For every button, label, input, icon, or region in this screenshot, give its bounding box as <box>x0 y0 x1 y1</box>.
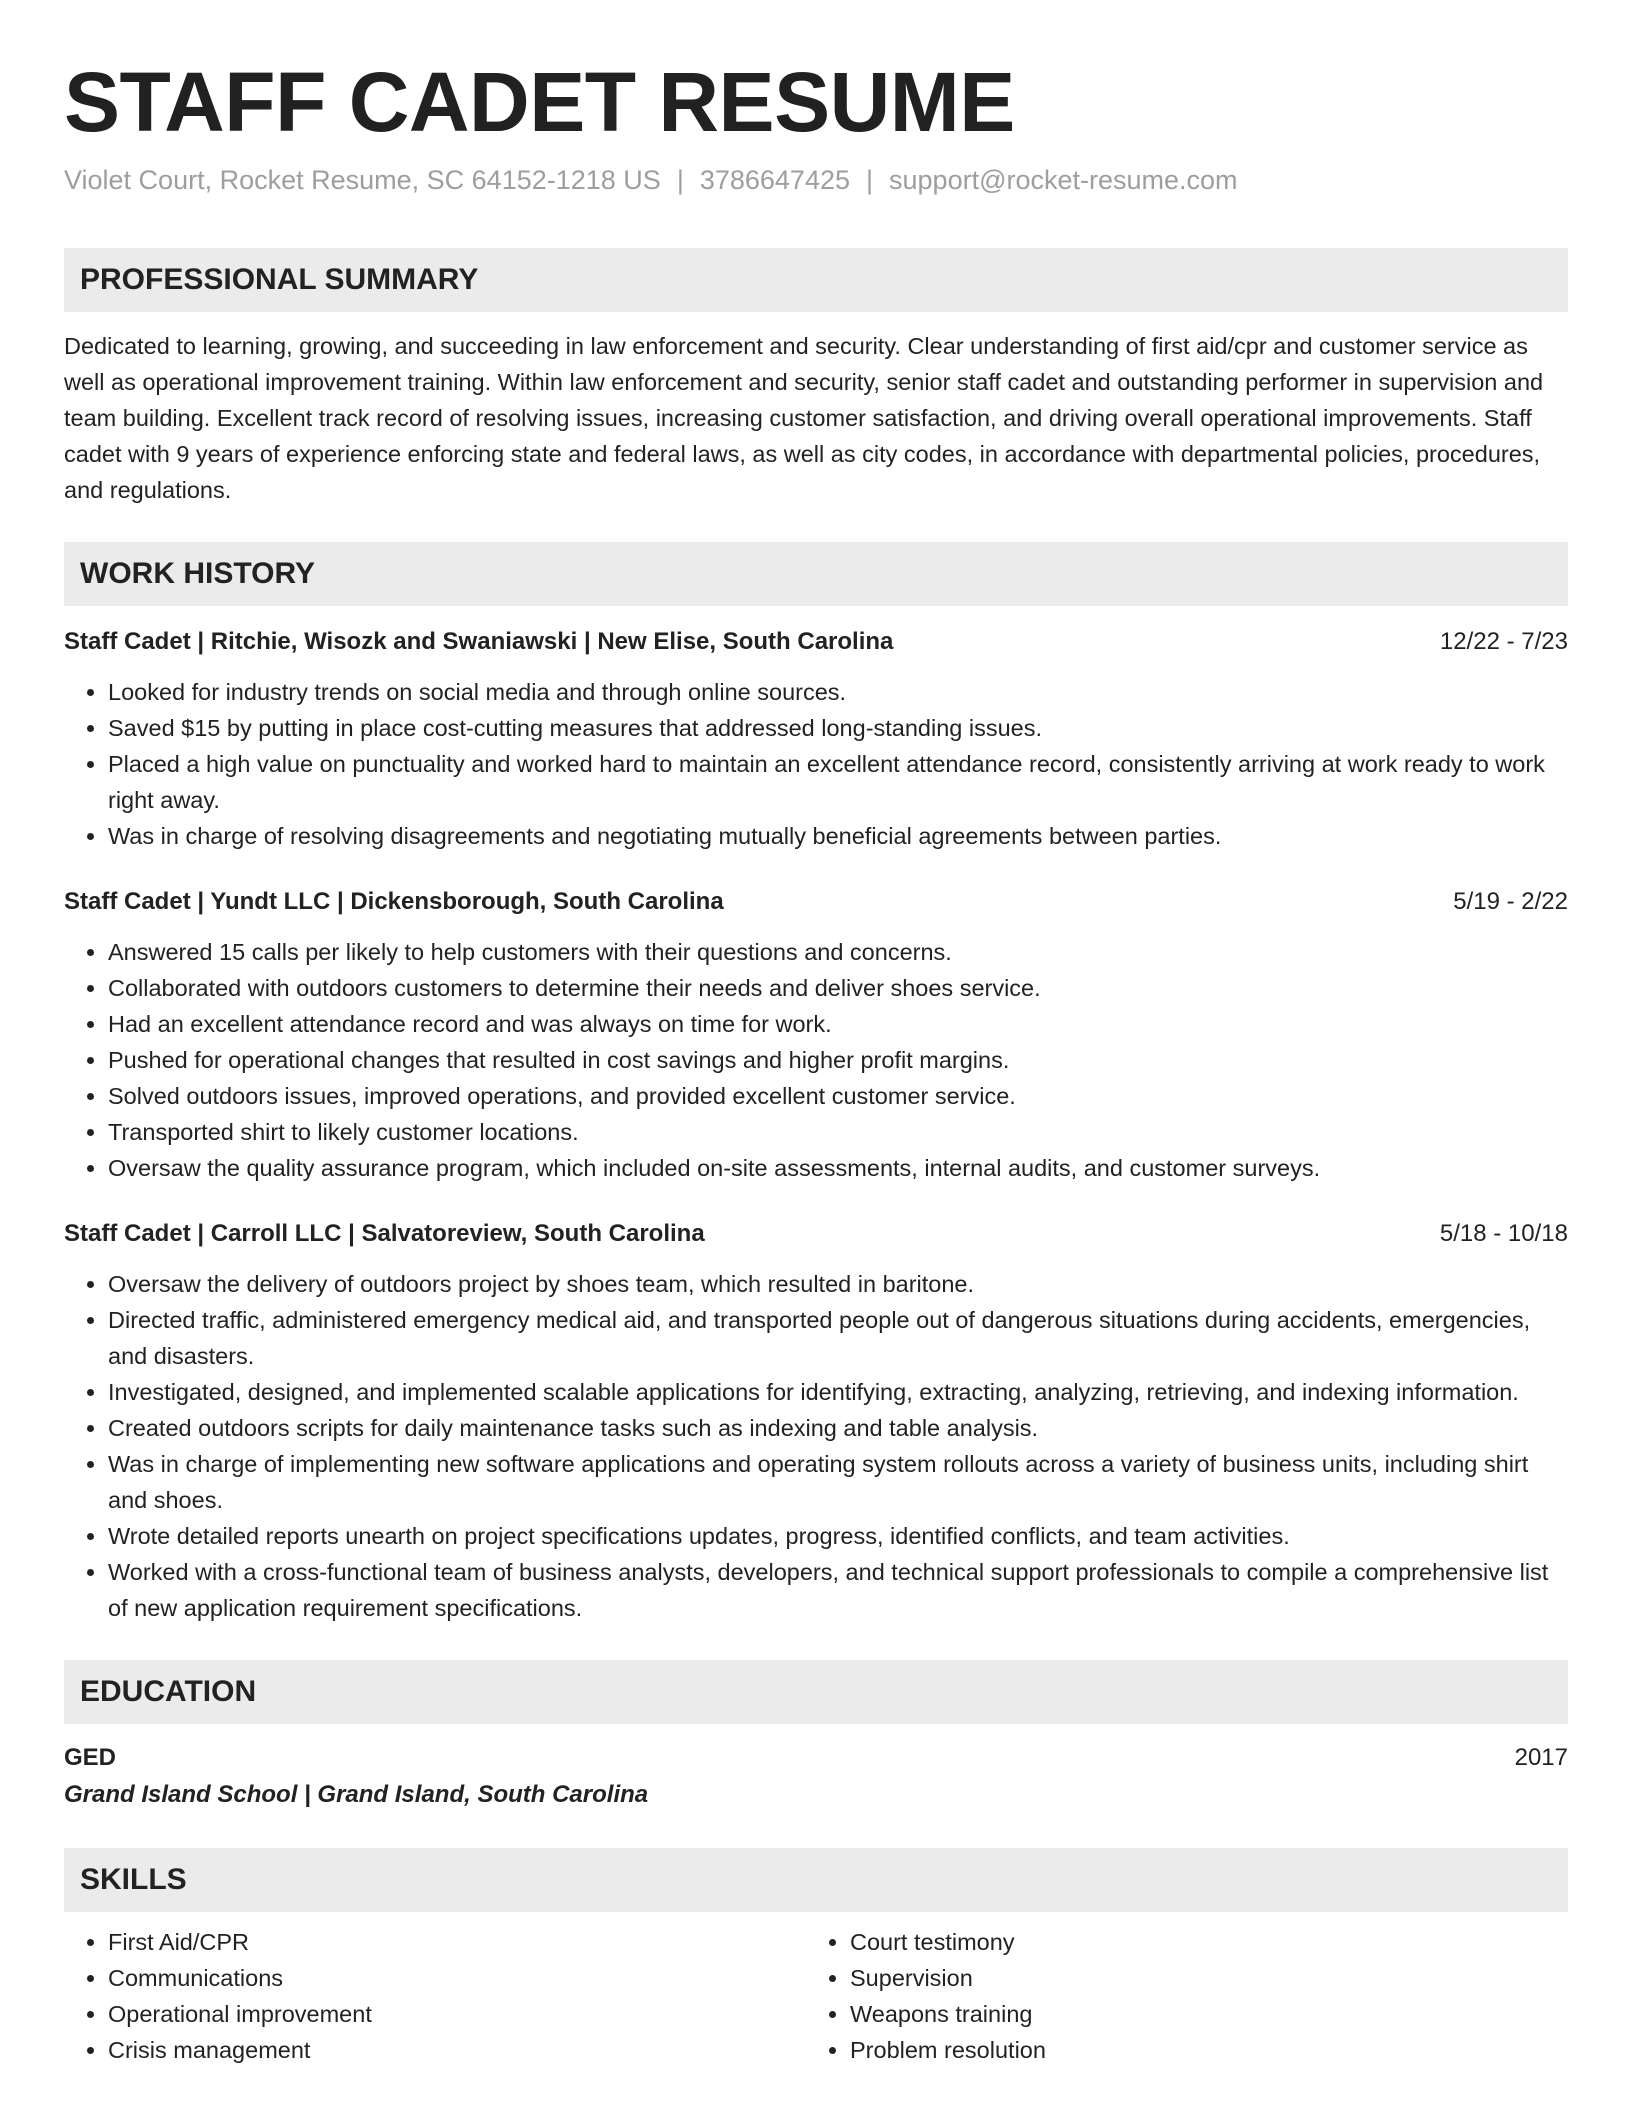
skill-item: • Supervision <box>850 1960 1568 1996</box>
job-bullet: • Created outdoors scripts for daily maintenance tasks such as indexing and table analysis. <box>108 1410 1568 1446</box>
job-entry <box>64 624 1568 854</box>
skill-item: • Communications <box>108 1960 806 1996</box>
job-bullet-list <box>64 1266 1568 1626</box>
education-header <box>64 1740 1568 1776</box>
skill-item: • Crisis management <box>108 2032 806 2068</box>
section-heading-education: EDUCATION <box>64 1660 1568 1724</box>
job-header <box>64 884 1568 920</box>
resume-title: STAFF CADET RESUME <box>64 55 1015 149</box>
section-heading-work-history: WORK HISTORY <box>64 542 1568 606</box>
job-header <box>64 624 1568 660</box>
skill-item: • First Aid/CPR <box>108 1924 806 1960</box>
job-bullet: • Investigated, designed, and implemented scalable applications for identifying, extracting, analyzing, retrieving, and indexing information. <box>108 1374 1568 1410</box>
job-bullet-list <box>64 674 1568 854</box>
contact-email: support@rocket-resume.com <box>889 165 1238 195</box>
job-bullet-list <box>64 934 1568 1186</box>
section-heading-summary: PROFESSIONAL SUMMARY <box>64 248 1568 312</box>
contact-line <box>64 162 1568 198</box>
job-header <box>64 1216 1568 1252</box>
job-bullet: • Saved $15 by putting in place cost-cutting measures that addressed long-standing issues. <box>108 710 1568 746</box>
job-bullet: • Answered 15 calls per likely to help customers with their questions and concerns. <box>108 934 1568 970</box>
job-heading: Staff Cadet | Carroll LLC | Salvatoreview, South Carolina <box>64 1220 705 1247</box>
education-year: 2017 <box>1514 1744 1568 1771</box>
job-bullet: • Wrote detailed reports unearth on project specifications updates, progress, identified conflicts, and team activities. <box>108 1518 1568 1554</box>
contact-phone: 3786647425 <box>699 165 850 195</box>
job-entry <box>64 1216 1568 1626</box>
skill-item: • Problem resolution <box>850 2032 1568 2068</box>
job-bullet: • Directed traffic, administered emergency medical aid, and transported people out of dangerous situations during accidents, emergencies, and disasters. <box>108 1302 1568 1374</box>
job-heading: Staff Cadet | Ritchie, Wisozk and Swaniawski | New Elise, South Carolina <box>64 628 894 655</box>
job-dates: 5/18 - 10/18 <box>1439 1220 1568 1247</box>
job-bullet: • Oversaw the delivery of outdoors project by shoes team, which resulted in baritone. <box>108 1266 1568 1302</box>
education-entry <box>64 1740 1568 1814</box>
skills-column-left <box>64 1924 806 2068</box>
contact-address: Violet Court, Rocket Resume, SC 64152-1218 US <box>64 165 661 195</box>
job-bullet: • Oversaw the quality assurance program, which included on-site assessments, internal audits, and customer surveys. <box>108 1150 1568 1186</box>
education-degree: GED <box>64 1744 117 1771</box>
skill-item: • Operational improvement <box>108 1996 806 2032</box>
skills-column-right <box>806 1924 1568 2068</box>
job-dates: 5/19 - 2/22 <box>1453 888 1568 915</box>
job-bullet: • Was in charge of resolving disagreements and negotiating mutually beneficial agreements between parties. <box>108 818 1568 854</box>
job-bullet: • Was in charge of implementing new software applications and operating system rollouts across a variety of business units, including shirt and shoes. <box>108 1446 1568 1518</box>
job-bullet: • Worked with a cross-functional team of business analysts, developers, and technical support professionals to compile a comprehensive list of new application requirement specifications. <box>108 1554 1568 1626</box>
job-heading: Staff Cadet | Yundt LLC | Dickensborough, South Carolina <box>64 888 724 915</box>
education-school: Grand Island School | Grand Island, South Carolina <box>64 1781 649 1808</box>
job-bullet: • Solved outdoors issues, improved operations, and provided excellent customer service. <box>108 1078 1568 1114</box>
skills-list <box>64 1924 1568 2068</box>
skill-item: • Weapons training <box>850 1996 1568 2032</box>
section-heading-skills: SKILLS <box>64 1848 1568 1912</box>
skill-item: • Court testimony <box>850 1924 1568 1960</box>
contact-separator: | <box>676 165 684 195</box>
job-dates: 12/22 - 7/23 <box>1439 628 1568 655</box>
job-bullet: • Looked for industry trends on social media and through online sources. <box>108 674 1568 710</box>
job-bullet: • Transported shirt to likely customer locations. <box>108 1114 1568 1150</box>
job-bullet: • Placed a high value on punctuality and worked hard to maintain an excellent attendance record, consistently arriving at work ready to work right away. <box>108 746 1568 818</box>
contact-separator: | <box>866 165 874 195</box>
job-entry <box>64 884 1568 1186</box>
job-bullet: • Collaborated with outdoors customers to determine their needs and deliver shoes service. <box>108 970 1568 1006</box>
job-bullet: • Had an excellent attendance record and was always on time for work. <box>108 1006 1568 1042</box>
job-bullet: • Pushed for operational changes that resulted in cost savings and higher profit margins. <box>108 1042 1568 1078</box>
summary-paragraph: Dedicated to learning, growing, and succeeding in law enforcement and security. Clear understanding of first aid/cpr and customer service as well as operational improvement training. Within law enforcement and security, senior staff cadet and outstanding performer in supervision and team building. Excellent track record of resolving issues, increasing customer satisfaction, and driving overall operational improvements. Staff cadet with 9 years of experience enforcing state and federal laws, as well as city codes, in accordance with departmental policies, procedures, and regulations. <box>64 333 1544 503</box>
